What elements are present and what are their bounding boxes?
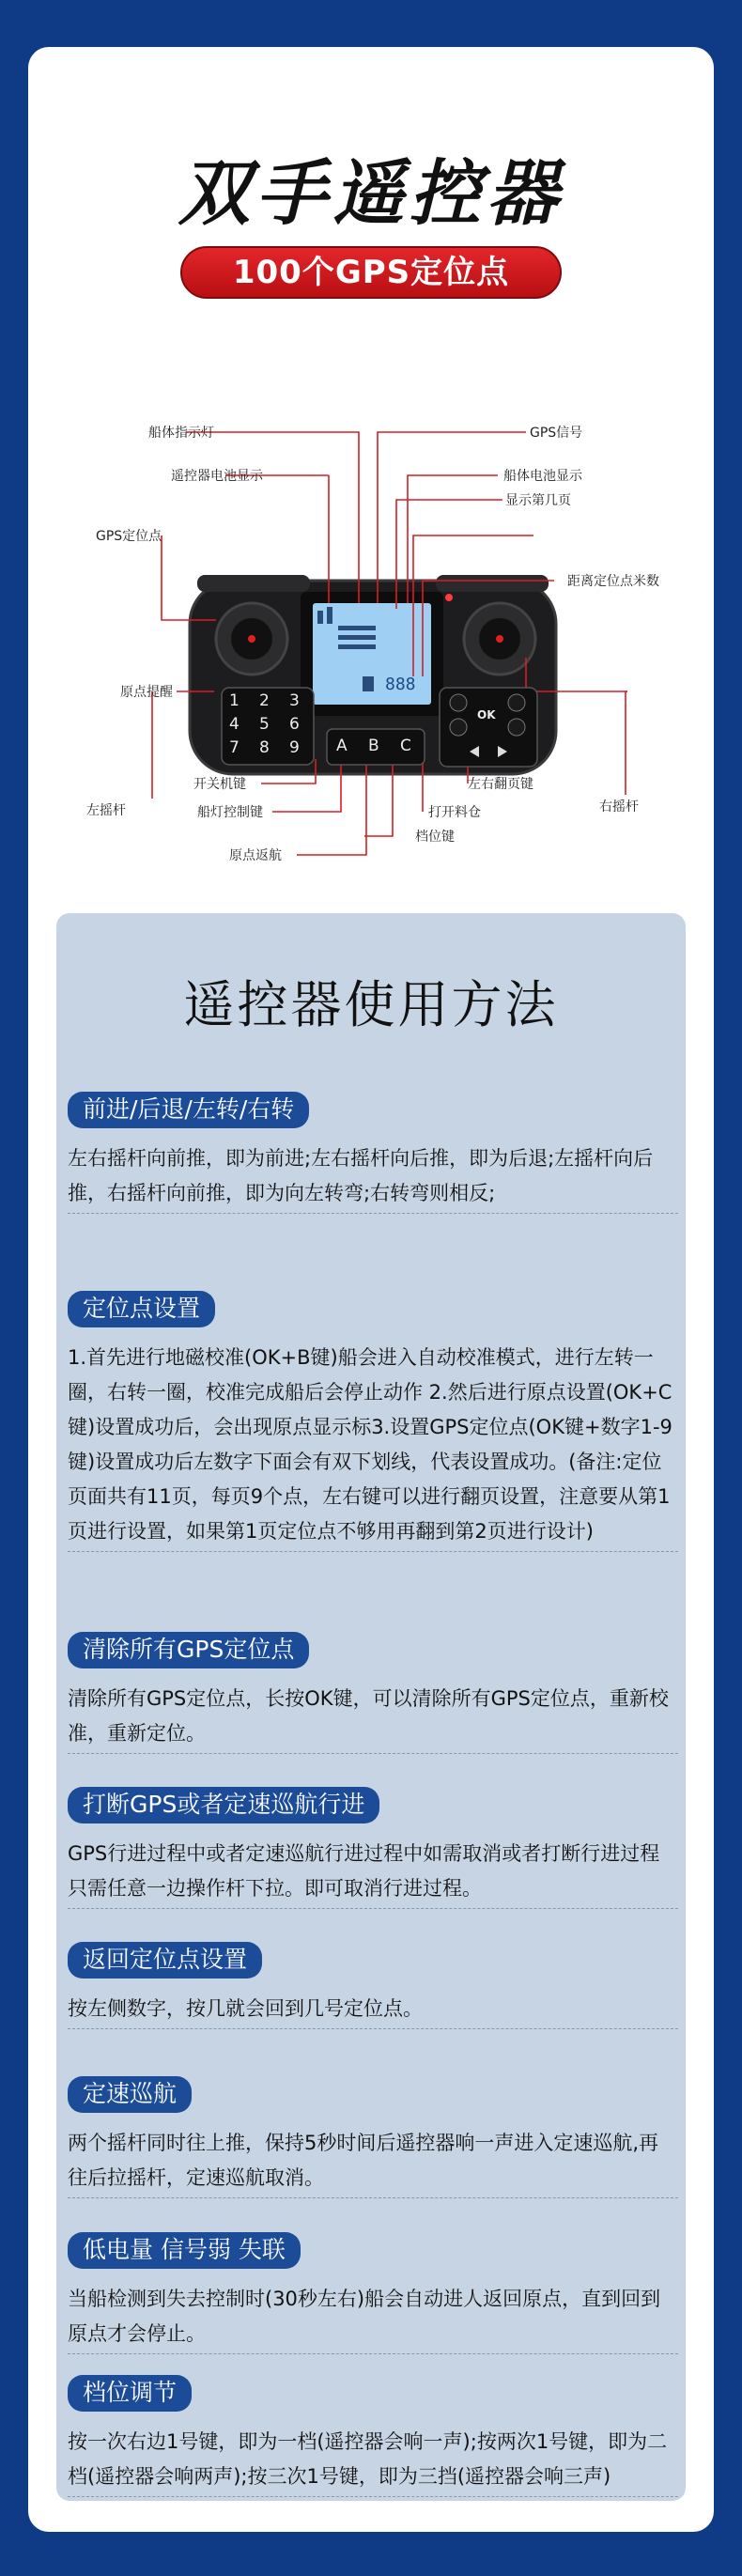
label-distance: 距离定位点米数 [567, 574, 659, 589]
section-waypoint-setup [68, 1291, 678, 1552]
subtitle-badge: 100个GPS定位点 [180, 246, 562, 299]
section-text: 清除所有GPS定位点，长按OK键，可以清除所有GPS定位点，重新校准，重新定位。 [68, 1682, 678, 1754]
lcd-distance-readout: 888 [385, 675, 416, 694]
section-return-point [68, 1942, 678, 2029]
section-heading: 低电量 信号弱 失联 [68, 2232, 301, 2269]
label-open-bin: 打开料仓 [428, 805, 481, 820]
keypad-key[interactable]: 7 [229, 738, 240, 757]
label-gear-key: 档位键 [415, 830, 455, 845]
usage-panel [56, 913, 686, 2501]
section-text: 两个摇杆同时往上推，保持5秒时间后遥控器响一声进入定速巡航,再往后拉摇杆，定速巡航取消。 [68, 2126, 678, 2198]
label-return-home: 原点返航 [229, 848, 282, 863]
section-clear-gps [68, 1632, 678, 1754]
key-a[interactable]: A [336, 737, 348, 755]
ok-key[interactable]: OK [477, 708, 496, 722]
keypad-key[interactable]: 2 [259, 691, 270, 710]
section-text: 左右摇杆向前推，即为前进;左右摇杆向后推，即为后退;左摇杆向后推，右摇杆向前推，即为向左转弯;右转弯则相反; [68, 1141, 678, 1214]
section-heading: 定位点设置 [68, 1291, 215, 1327]
section-text: 当船检测到失去控制时(30秒左右)船会自动进人返回原点，直到回到原点才会停止。 [68, 2282, 678, 2354]
section-heading: 定速巡航 [68, 2076, 192, 2113]
section-heading: 清除所有GPS定位点 [68, 1632, 309, 1668]
section-gear [68, 2375, 678, 2497]
section-direction [68, 1092, 678, 1214]
label-hull-battery: 船体电池显示 [503, 469, 582, 484]
label-power-key: 开关机键 [193, 777, 246, 792]
label-gps-signal: GPS信号 [530, 426, 583, 441]
usage-title: 遥控器使用方法 [183, 975, 559, 1034]
keypad-key[interactable]: 6 [289, 715, 300, 734]
page-title: 双手遥控器 [178, 151, 564, 235]
section-failsafe [68, 2232, 678, 2354]
label-hull-light: 船体指示灯 [148, 426, 214, 441]
remote-illustration [28, 357, 714, 902]
keypad-key[interactable]: 8 [259, 738, 270, 757]
label-page-turn: 左右翻页键 [468, 777, 533, 792]
remote-diagram [28, 357, 714, 902]
key-c[interactable]: C [400, 737, 411, 755]
label-gps-point: GPS定位点 [96, 529, 162, 544]
label-lamp-key: 船灯控制键 [197, 805, 263, 820]
section-text: 1.首先进行地磁校准(OK+B键)船会进入自动校准模式，进行左转一圈，右转一圈，校准完成船后会停止动作 2.然后进行原点设置(OK+C键)设置成功后，会出现原点显示标3.设置GPS定位点(OK键+数字1-9键)设置成功后左数字下面会有双下划线，代表设置成功。(备注:定位页面共有11页，每页9个点，左右键可以进行翻页设置，注意要从第1页进行设置，如果第1页定位点不够用再翻到第2页进行设计) [68, 1341, 678, 1552]
poster-card [28, 47, 714, 2532]
section-heading: 前进/后退/左转/右转 [68, 1092, 309, 1128]
section-heading: 档位调节 [68, 2375, 192, 2412]
keypad-key[interactable]: 4 [229, 715, 240, 734]
label-left-stick: 左摇杆 [86, 803, 126, 818]
section-cruise [68, 2076, 678, 2198]
keypad-key[interactable]: 3 [289, 691, 300, 710]
label-page-display: 显示第几页 [505, 493, 571, 508]
section-text: 按左侧数字，按几就会回到几号定位点。 [68, 1992, 678, 2029]
label-rc-battery: 遥控器电池显示 [171, 469, 263, 484]
key-b[interactable]: B [368, 737, 379, 755]
section-text: GPS行进过程中或者定速巡航行进过程中如需取消或者打断行进过程只需任意一边操作杆下拉。即可取消行进过程。 [68, 1837, 678, 1909]
label-right-stick: 右摇杆 [599, 799, 639, 815]
label-origin-hint: 原点提醒 [120, 685, 173, 700]
keypad-key[interactable]: 5 [259, 715, 270, 734]
section-heading: 返回定位点设置 [68, 1942, 262, 1979]
keypad-key[interactable]: 9 [289, 738, 300, 757]
section-text: 按一次右边1号键，即为一档(遥控器会响一声);按两次1号键，即为二档(遥控器会响两声);按三次1号键，即为三挡(遥控器会响三声) [68, 2425, 678, 2497]
section-interrupt [68, 1787, 678, 1909]
keypad-key[interactable]: 1 [229, 691, 240, 710]
section-heading: 打断GPS或者定速巡航行进 [68, 1787, 379, 1823]
